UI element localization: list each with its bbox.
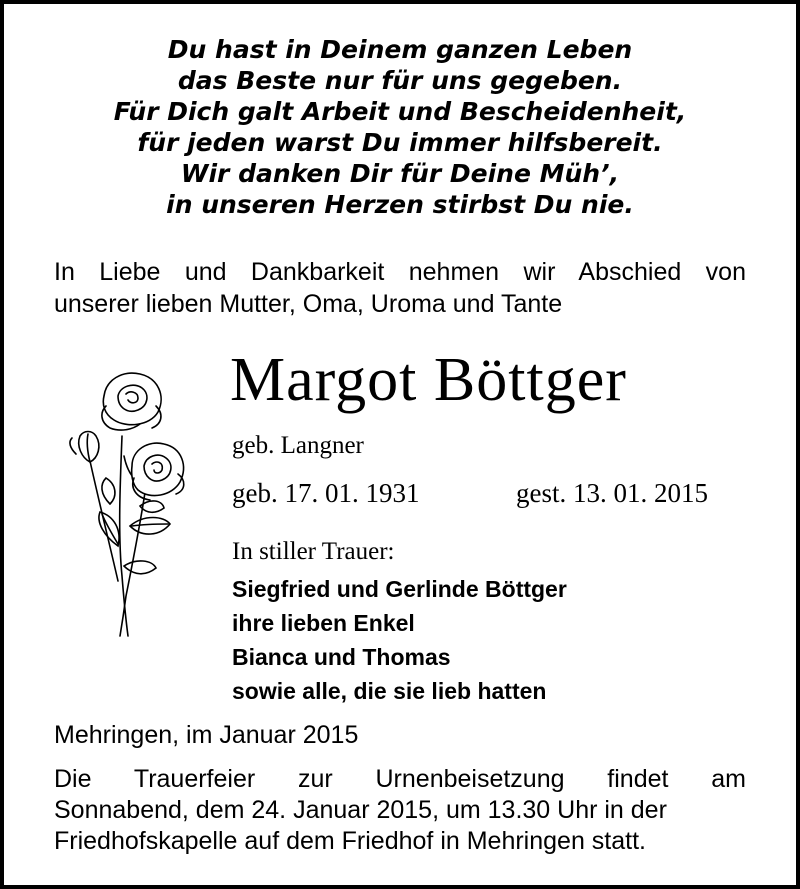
lower-rose	[132, 443, 184, 500]
deceased-name: Margot Böttger	[230, 346, 627, 414]
poem-line: in unseren Herzen stirbst Du nie.	[166, 190, 634, 219]
mourner-line: Bianca und Thomas	[232, 644, 451, 670]
farewell-intro	[54, 256, 746, 320]
intro-line: In Liebe und Dankbarkeit nehmen wir Abschied von	[54, 258, 746, 286]
rose-illustration	[60, 366, 200, 638]
life-dates	[232, 476, 708, 510]
leaf	[102, 478, 115, 504]
mourner-line: ihre lieben Enkel	[232, 610, 415, 636]
poem-line: das Beste nur für uns gegeben.	[177, 66, 623, 95]
death-date: gest. 13. 01. 2015	[516, 478, 708, 508]
upper-rose	[102, 373, 161, 430]
poem-line: Du hast in Deinem ganzen Leben	[167, 35, 633, 64]
ceremony-info	[54, 764, 746, 857]
leaf	[124, 561, 156, 574]
birth-name: geb. Langner	[232, 432, 364, 459]
rose-bud	[70, 432, 99, 463]
ceremony-line: Friedhofskapelle auf dem Friedhof in Mehringen statt.	[54, 827, 646, 855]
poem-line: für jeden warst Du immer hilfsbereit.	[137, 128, 663, 157]
place-and-date: Mehringen, im Januar 2015	[54, 721, 359, 749]
mourner-line: sowie alle, die sie lieb hatten	[232, 678, 547, 704]
ceremony-line: Sonnabend, dem 24. Januar 2015, um 13.30 Uhr in der	[54, 796, 667, 824]
poem-line: Für Dich galt Arbeit und Bescheidenheit,	[113, 97, 687, 126]
mourning-label: In stiller Trauer:	[232, 538, 395, 565]
mourner-line: Siegfried und Gerlinde Böttger	[232, 576, 567, 602]
poem-line: Wir danken Dir für Deine Müh’,	[180, 159, 620, 188]
memorial-poem	[4, 34, 796, 220]
birth-date: geb. 17. 01. 1931	[232, 478, 420, 508]
mourners-list	[232, 572, 567, 708]
ceremony-line: Die Trauerfeier zur Urnenbeisetzung findet am	[54, 765, 746, 793]
intro-line: unserer lieben Mutter, Oma, Uroma und Tante	[54, 290, 563, 318]
